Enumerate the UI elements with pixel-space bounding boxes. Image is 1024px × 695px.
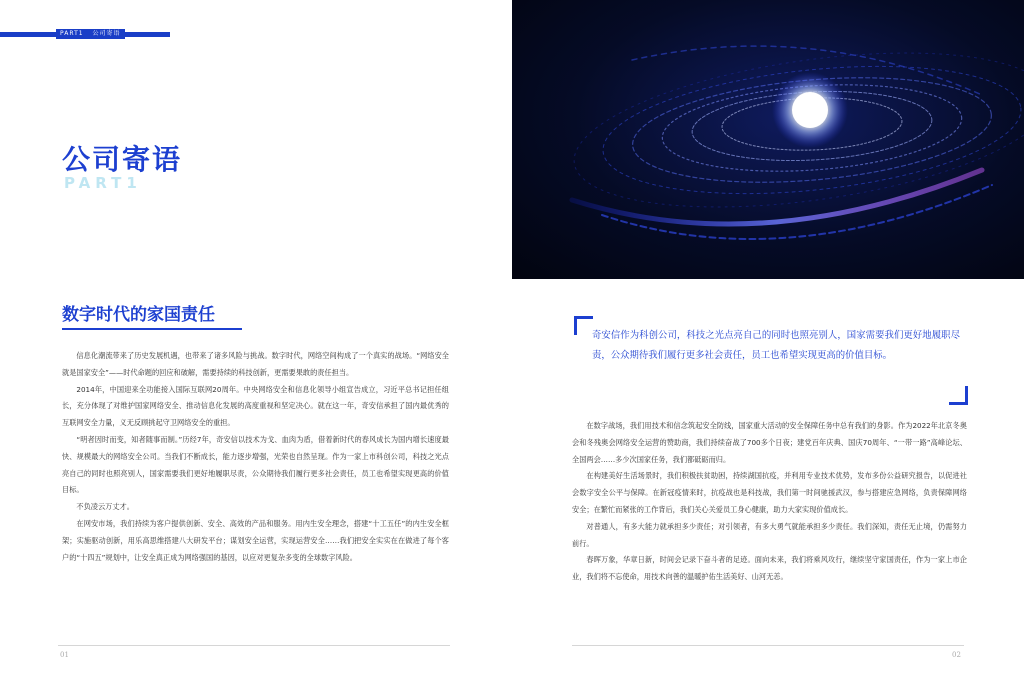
right-body-text (572, 418, 967, 586)
page-subtitle: PART1 (64, 174, 142, 192)
left-body-text (62, 348, 449, 566)
galaxy-illustration (512, 0, 1024, 279)
quote-close-bracket (949, 386, 968, 405)
footer-divider (572, 645, 964, 646)
paragraph: 在数字战场，我们用技术和信念筑起安全防线，国家重大活动的安全保障任务中总有我们的身影。作为2022年北京冬奥会和冬残奥会网络安全运营的赞助商，我们持续奋战了700多个日夜；建党百年庆典、国庆70周年、“一带一路”高峰论坛、全国两会……多少次国家任务，我们都砥砺而归。 (572, 421, 967, 464)
paragraph: 信息化潮流带来了历史发展机遇，也带来了诸多风险与挑战。数字时代，网络空间构成了一个真实的战场。“网络安全就是国家安全”——时代命题的回应和破解，需要持续的科技创新，更需要果敢的责任担当。 (62, 351, 449, 377)
page-number: 01 (60, 651, 69, 659)
paragraph: 在网安市场，我们持续为客户提供创新、安全、高效的产品和服务。用内生安全理念，搭建“十工五任”的内生安全框架；实施驱动创新，用乐高思维搭建八大研发平台；谋划安全运营，实现运营安全……我们把安全实实在在做进了每个客户的“十四五”规划中，让安全真正成为网络强国的基因，以应对更复杂多变的全球数字风险。 (62, 518, 449, 562)
right-page (512, 0, 1024, 695)
paragraph: 对普通人，有多大能力就承担多少责任；对引领者，有多大勇气就能承担多少责任。我们深知，责任无止境，仍需努力前行。 (572, 521, 967, 548)
section-label: 公司寄语 (92, 30, 121, 37)
part-label: PART1 (60, 30, 84, 37)
paragraph: 2014年，中国迎来全功能接入国际互联网20周年。中央网络安全和信息化领导小组宣告成立，习近平总书记担任组长，充分体现了对维护国家网络安全、推动信息化发展的高度重视和坚定决心。就在这一年，奇安信承担了国内最优秀的互联网安全力量，义无反顾挑起守卫网络安全的重担。 (62, 384, 449, 428)
page-title: 公司寄语 (62, 143, 183, 176)
galaxy-hero-image (512, 0, 1024, 279)
header-label (56, 29, 125, 39)
paragraph: 春晖万象，华章日新，时间会记录下奋斗者的足迹。面向未来，我们将乘风攻行，继续坚守家国责任，作为一家上市企业，我们将不忘使命，用技术向善的温暖护佑生活美好、山河无恙。 (572, 555, 967, 582)
page-number: 02 (952, 651, 961, 659)
paragraph: “明者因时而变，知者随事而制。”历经7年，奇安信以技术为戈、血肉为盾，借着新时代的春风成长为国内增长速度最快、规模最大的网络安全公司。当我们不断成长，能力逐步增强，光荣也自然呈现。作为一家上市科创公司，科技之光点亮自己的同时也照亮别人，国家需要我们更好地履职尽责，公众期待我们履行更多社会责任，员工也希望实现更高的价值目标。 (62, 434, 449, 495)
paragraph: 不负凌云万丈才。 (76, 502, 134, 512)
section-title: 数字时代的家国责任 (62, 305, 215, 325)
section-title-underline (62, 328, 242, 330)
paragraph: 在构建美好生活场景时，我们积极扶贫助困，持续湖国抗疫，并利用专业技术优势，发布多份公益研究报告，以促进社会数字安全公平与保障。在新冠疫情来时，抗疫战也是科技战，我们第一时间驰援武汉，参与搭建应急网络，负责保障网络安全；在繁忙而紧张的工作背后，我们关心关爱员工身心健康，助力大家实现价值成长。 (572, 471, 967, 514)
pull-quote: 奇安信作为科创公司，科技之光点亮自己的同时也照亮别人，国家需要我们更好地履职尽责，公众期待我们履行更多社会责任，员工也希望实现更高的价值目标。 (592, 330, 960, 361)
footer-divider (58, 645, 450, 646)
quote-open-bracket (574, 316, 593, 335)
header-strip (0, 29, 170, 39)
